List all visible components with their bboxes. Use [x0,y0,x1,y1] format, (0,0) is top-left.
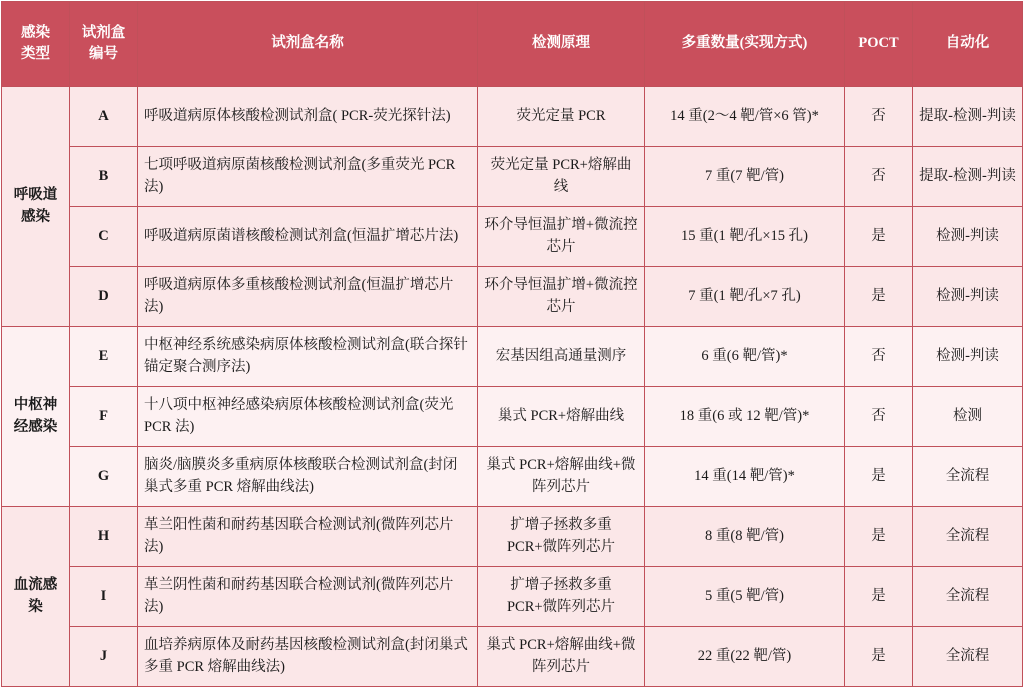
cell-multiplex: 14 重(2～4 靶/管×6 管)* [645,87,845,147]
header-infection-type-line2: 类型 [21,46,50,62]
cell-poct: 否 [845,147,913,207]
header-kit-id-line2: 编号 [89,46,118,62]
cell-poct: 是 [845,207,913,267]
header-automation: 自动化 [913,2,1023,87]
cell-principle: 扩增子拯救多重 PCR+微阵列芯片 [478,567,645,627]
cell-automation: 全流程 [913,507,1023,567]
table-row [2,87,1023,147]
cell-kit-id: J [70,627,138,687]
cell-poct: 否 [845,387,913,447]
cell-kit-id: I [70,567,138,627]
cell-poct: 否 [845,327,913,387]
cell-kit-name: 脑炎/脑膜炎多重病原体核酸联合检测试剂盒(封闭巢式多重 PCR 熔解曲线法) [138,447,478,507]
header-infection-type-line1: 感染 [21,24,50,41]
cell-automation: 全流程 [913,627,1023,687]
cell-multiplex: 14 重(14 靶/管)* [645,447,845,507]
table-header [2,2,1023,87]
cell-kit-id: H [70,507,138,567]
cell-kit-name: 革兰阴性菌和耐药基因联合检测试剂(微阵列芯片法) [138,567,478,627]
cell-poct: 是 [845,267,913,327]
header-principle: 检测原理 [478,2,645,87]
cell-kit-id: C [70,207,138,267]
table-row [2,147,1023,207]
table-row [2,267,1023,327]
cell-multiplex: 18 重(6 或 12 靶/管)* [645,387,845,447]
header-multiplex: 多重数量(实现方式) [645,2,845,87]
cell-principle: 巢式 PCR+熔解曲线+微阵列芯片 [478,447,645,507]
cell-poct: 是 [845,567,913,627]
cell-principle: 宏基因组高通量测序 [478,327,645,387]
cell-automation: 检测-判读 [913,207,1023,267]
cell-multiplex: 22 重(22 靶/管) [645,627,845,687]
table-body [2,87,1023,687]
cell-automation: 提取-检测-判读 [913,87,1023,147]
cell-kit-name: 中枢神经系统感染病原体核酸检测试剂盒(联合探针锚定聚合测序法) [138,327,478,387]
cell-kit-name: 革兰阳性菌和耐药基因联合检测试剂(微阵列芯片法) [138,507,478,567]
reagent-kit-table [1,1,1023,687]
cell-principle: 环介导恒温扩增+微流控芯片 [478,207,645,267]
header-kit-id [70,2,138,87]
cell-principle: 环介导恒温扩增+微流控芯片 [478,267,645,327]
cell-kit-id: D [70,267,138,327]
cell-poct: 是 [845,627,913,687]
cell-automation: 检测-判读 [913,327,1023,387]
table-row [2,447,1023,507]
cell-multiplex: 7 重(7 靶/管) [645,147,845,207]
cell-kit-id: B [70,147,138,207]
cell-kit-id: E [70,327,138,387]
header-poct: POCT [845,2,913,87]
cell-kit-name: 呼吸道病原体多重核酸检测试剂盒(恒温扩增芯片法) [138,267,478,327]
header-kit-name: 试剂盒名称 [138,2,478,87]
cell-kit-id: G [70,447,138,507]
cell-automation: 全流程 [913,447,1023,507]
table-row [2,327,1023,387]
cell-kit-name: 呼吸道病原菌谱核酸检测试剂盒(恒温扩增芯片法) [138,207,478,267]
cell-kit-id: A [70,87,138,147]
cell-principle: 扩增子拯救多重 PCR+微阵列芯片 [478,507,645,567]
header-kit-id-line1: 试剂盒 [81,24,126,41]
cell-multiplex: 15 重(1 靶/孔×15 孔) [645,207,845,267]
cell-kit-name: 血培养病原体及耐药基因核酸检测试剂盒(封闭巢式多重 PCR 熔解曲线法) [138,627,478,687]
cell-infection-type: 呼吸道感染 [2,87,70,327]
cell-infection-type: 血流感染 [2,507,70,687]
table-row [2,207,1023,267]
cell-infection-type: 中枢神经感染 [2,327,70,507]
cell-principle: 荧光定量 PCR+熔解曲线 [478,147,645,207]
cell-principle: 巢式 PCR+熔解曲线 [478,387,645,447]
cell-multiplex: 8 重(8 靶/管) [645,507,845,567]
table-row [2,507,1023,567]
header-row [2,2,1023,87]
cell-kit-id: F [70,387,138,447]
cell-principle: 巢式 PCR+熔解曲线+微阵列芯片 [478,627,645,687]
cell-poct: 是 [845,447,913,507]
cell-multiplex: 5 重(5 靶/管) [645,567,845,627]
cell-kit-name: 七项呼吸道病原菌核酸检测试剂盒(多重荧光 PCR 法) [138,147,478,207]
cell-automation: 全流程 [913,567,1023,627]
table-row [2,627,1023,687]
cell-poct: 否 [845,87,913,147]
header-infection-type [2,2,70,87]
cell-automation: 提取-检测-判读 [913,147,1023,207]
cell-automation: 检测 [913,387,1023,447]
cell-multiplex: 7 重(1 靶/孔×7 孔) [645,267,845,327]
table-row [2,567,1023,627]
cell-principle: 荧光定量 PCR [478,87,645,147]
cell-automation: 检测-判读 [913,267,1023,327]
cell-multiplex: 6 重(6 靶/管)* [645,327,845,387]
cell-kit-name: 呼吸道病原体核酸检测试剂盒( PCR-荧光探针法) [138,87,478,147]
cell-kit-name: 十八项中枢神经感染病原体核酸检测试剂盒(荧光 PCR 法) [138,387,478,447]
cell-poct: 是 [845,507,913,567]
table-row [2,387,1023,447]
